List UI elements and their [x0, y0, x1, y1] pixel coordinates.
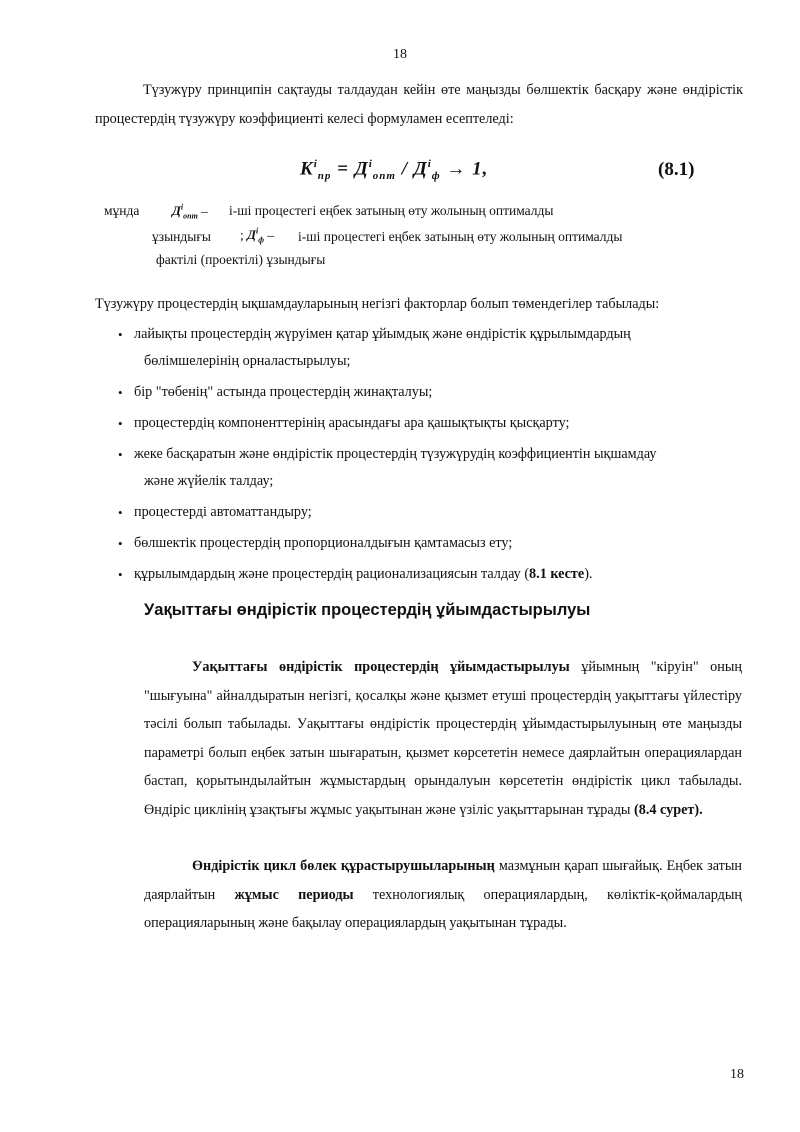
body-paragraph-2: Өндірістік цикл бөлек құрастырушыларының мазмұнын қарап шығайық. Еңбек затын даярлайтын жұмыс периоды технологиялық операциялардың, көліктік-қоймалардың операцияларының және бақылау операциялардың уақытынан тұрады.: [144, 858, 742, 931]
legend-text-2: i-ші процестегі еңбек затының өту жолының оптималды: [298, 229, 623, 244]
list-item: • процестердің компоненттерінің арасындағы ара қашықтықты қысқарту;: [118, 410, 746, 437]
list-item: • бір "төбенің" астында процестердің жинақталуы;: [118, 379, 746, 406]
list-item: • құрылымдардың және процестердің рационализациясын талдау (8.1 кесте).: [118, 561, 746, 588]
legend-text-2b: фактілі (проектілі) ұзындығы: [156, 252, 326, 267]
factors-list: [118, 321, 746, 592]
legend-munda: мұнда: [104, 203, 140, 218]
section-heading: Уақыттағы өндірістік процестердің ұйымдастырылуы: [144, 601, 591, 619]
formula-8-1: $K^i_{пр} = Д^i_{опт} / Д^i_ф \to 1$,: [300, 158, 489, 183]
list-item: • процестерді автоматтандыру;: [118, 499, 746, 526]
legend-text-1b: ұзындығы: [152, 229, 211, 244]
legend-symbol-df: ; $Д^i_ф$ –: [240, 227, 275, 245]
page-number-top: 18: [393, 47, 407, 62]
intro-paragraph: Түзужүру принципін сақтауды талдаудан кейін өте маңызды бөлшектік басқару және өндірістік процестердің түзужүру коэффициенті келесі формуламен есептеледі:: [95, 82, 743, 127]
factors-intro: Түзужүру процестердің ықшамдауларының негізгі факторлар болып төмендегілер табылады:: [95, 296, 660, 312]
page-number-bottom: 18: [730, 1067, 744, 1082]
list-item: • лайықты процестердің жүруімен қатар ұйымдық және өндірістік құрылымдардың бөлімшелерінің орналастырылуы;: [118, 321, 746, 375]
legend-symbol-dopt: $Д^i_{опт}$ –: [172, 203, 208, 221]
list-item: • жеке басқаратын және өндірістік процестердің түзужүрудің коэффициентін ықшамдау және жүйелік талдау;: [118, 441, 746, 495]
body-paragraph-1: Уақыттағы өндірістік процестердің ұйымдастырылуы ұйымның "кіруін" оның "шығуына" айналдыратын негізгі, қосалқы және қызмет етуші процестердің уақыттағы үйлестіру тәсілі болып табылады. Уақыттағы өндірістік процестердің ұйымдастырылуының өте маңызды параметрі болып еңбек затын шығаратын, қызмет көрсететін немесе даярлайтын операциялардан бастап, қорытындылайтын жұмыстардың орындалуын көрсететін өндірістік цикл табылады. Өндіріс циклінің ұзақтығы жұмыс уақытынан және үзіліс уақыттарынан тұрады (8.4 сурет).: [144, 659, 742, 818]
legend-text-1: i-ші процестегі еңбек затының өту жолының оптималды: [229, 203, 554, 218]
formula-number: (8.1): [658, 159, 695, 180]
list-item: • бөлшектік процестердің пропорционалдығын қамтамасыз ету;: [118, 530, 746, 557]
